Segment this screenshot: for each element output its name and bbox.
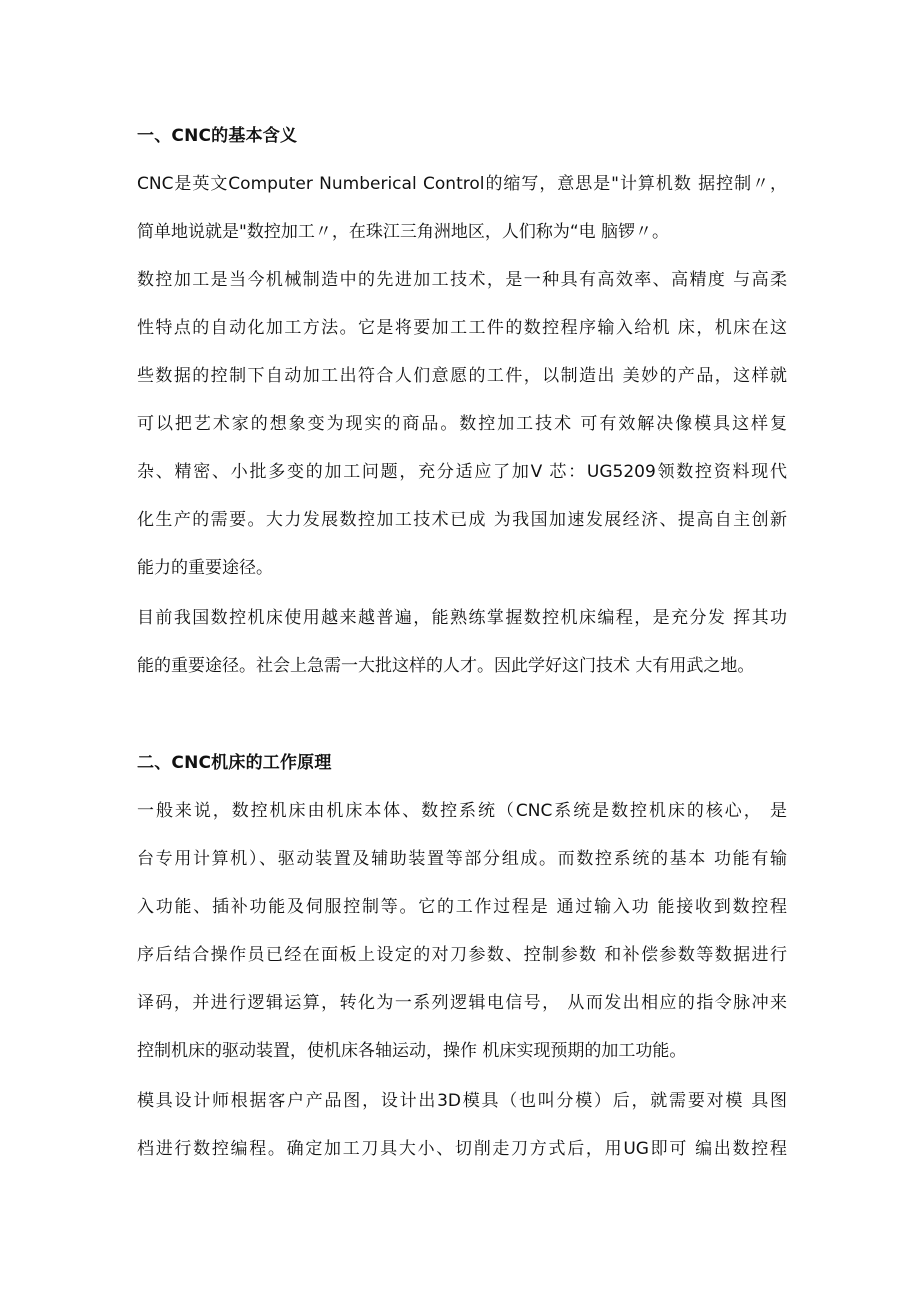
paragraph-line: 序后结合操作员已经在面板上设定的对刀参数、控制参数 和补偿参数等数据进行 — [137, 945, 787, 965]
paragraph-line: 台专用计算机）、驱动装置及辅助装置等部分组成。而数控系统的基本 功能有输 — [137, 849, 787, 869]
paragraph-line: 数控加工是当今机械制造中的先进加工技术，是一种具有高效率、高精度 与高柔 — [137, 270, 787, 290]
paragraph-line: 目前我国数控机床使用越来越普遍，能熟练掌握数控机床编程，是充分发 挥其功 — [137, 608, 787, 628]
section-2-heading: 二、CNC机床的工作原理 — [137, 753, 332, 773]
paragraph-line: 能力的重要途径。 — [137, 558, 273, 578]
paragraph-line: 控制机床的驱动装置，使机床各轴运动，操作 机床实现预期的加工功能。 — [137, 1041, 687, 1061]
paragraph-line: 性特点的自动化加工方法。它是将要加工工件的数控程序输入给机 床，机床在这 — [137, 318, 787, 338]
paragraph-line: 译码，并进行逻辑运算，转化为一系列逻辑电信号， 从而发出相应的指令脉冲来 — [137, 993, 787, 1013]
paragraph-line: 档进行数控编程。确定加工刀具大小、切削走刀方式后，用UG即可 编出数控程 — [137, 1139, 787, 1159]
paragraph-line: 一般来说，数控机床由机床本体、数控系统（CNC系统是数控机床的核心， 是 — [137, 801, 787, 821]
paragraph-line: 入功能、插补功能及伺服控制等。它的工作过程是 通过输入功 能接收到数控程 — [137, 897, 787, 917]
paragraph-line: 可以把艺术家的想象变为现实的商品。数控加工技术 可有效解决像模具这样复 — [137, 414, 787, 434]
paragraph-line: 简单地说就是"数控加工〃，在珠江三角洲地区，人们称为“电 脑锣〃。 — [137, 222, 670, 242]
paragraph-line: 些数据的控制下自动加工出符合人们意愿的工件，以制造出 美妙的产品，这样就 — [137, 366, 787, 386]
paragraph-line: 杂、精密、小批多变的加工问题，充分适应了加V 芯：UG5209领数控资料现代 — [137, 462, 787, 482]
paragraph-line: 模具设计师根据客户产品图，设计出3D模具（也叫分模）后，就需要对模 具图 — [137, 1091, 787, 1111]
paragraph-line: CNC是英文Computer Numberical Control的缩写，意思是"计算机数 据控制〃， — [137, 174, 787, 194]
paragraph-line: 能的重要途径。社会上急需一大批这样的人才。因此学好这门技术 大有用武之地。 — [137, 656, 755, 676]
section-1-heading: 一、CNC的基本含义 — [137, 126, 298, 146]
paragraph-line: 化生产的需要。大力发展数控加工技术已成 为我国加速发展经济、提高自主创新 — [137, 510, 787, 530]
